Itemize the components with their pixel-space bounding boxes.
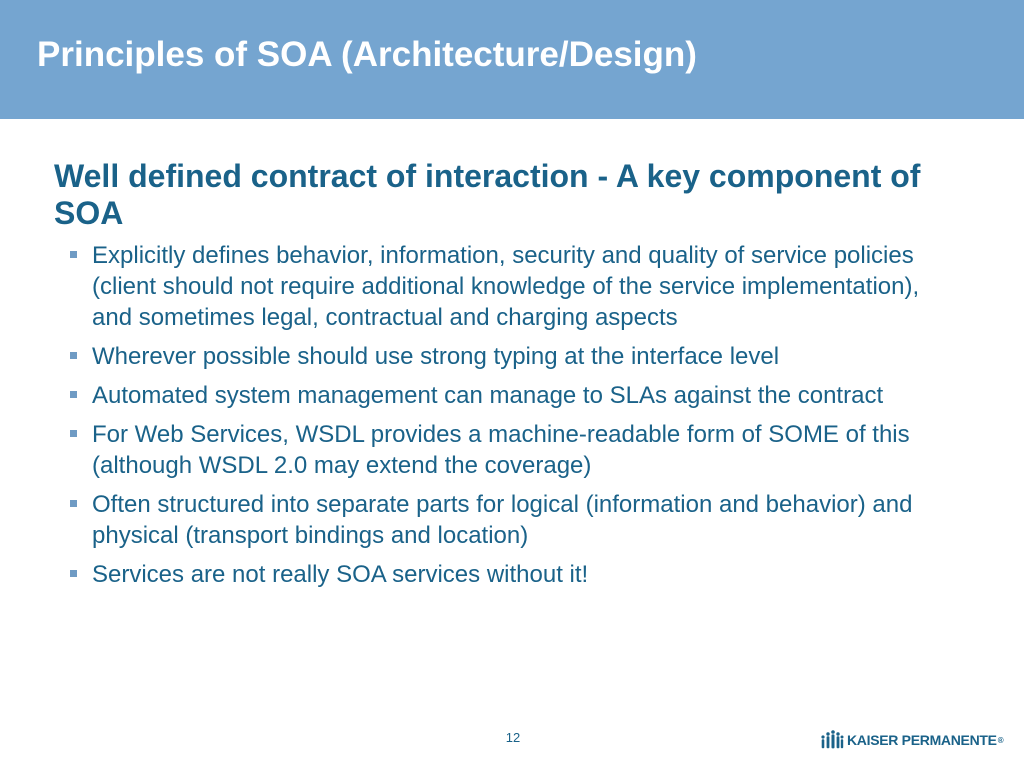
title-bar [0, 0, 1024, 119]
bullet-text: For Web Services, WSDL provides a machine-readable form of SOME of this (although WSDL 2.0 may extend the coverage) [92, 421, 910, 479]
bullet-item [54, 240, 954, 333]
square-bullet-icon [70, 391, 77, 398]
bullet-item [54, 419, 954, 481]
bullet-text: Explicitly defines behavior, information, security and quality of service policies (client should not require additional knowledge of the service implementation), and sometimes legal, contractual and charging aspects [92, 242, 920, 331]
square-bullet-icon [70, 570, 77, 577]
square-bullet-icon [70, 352, 77, 359]
registered-mark: ® [997, 735, 1004, 745]
bullet-list [54, 240, 954, 590]
bullet-item [54, 341, 954, 372]
kaiser-permanente-people-icon [820, 729, 844, 751]
bullet-text: Services are not really SOA services without it! [92, 561, 589, 588]
section-heading: Well defined contract of interaction - A key component of SOA [54, 158, 921, 231]
square-bullet-icon [70, 251, 77, 258]
bullet-text: Often structured into separate parts for logical (information and behavior) and physical (transport bindings and location) [92, 491, 913, 549]
page-number: 12 [505, 730, 521, 745]
bullet-item [54, 559, 954, 590]
bullet-text: Wherever possible should use strong typing at the interface level [92, 343, 780, 370]
square-bullet-icon [70, 500, 77, 507]
logo-text: KAISER PERMANENTE [847, 732, 997, 748]
bullet-item [54, 380, 954, 411]
bullet-text: Automated system management can manage to SLAs against the contract [92, 382, 884, 409]
kaiser-permanente-logo [820, 728, 1003, 752]
square-bullet-icon [70, 430, 77, 437]
slide-content [54, 158, 954, 598]
slide-title: Principles of SOA (Architecture/Design) [37, 35, 697, 74]
bullet-item [54, 489, 954, 551]
